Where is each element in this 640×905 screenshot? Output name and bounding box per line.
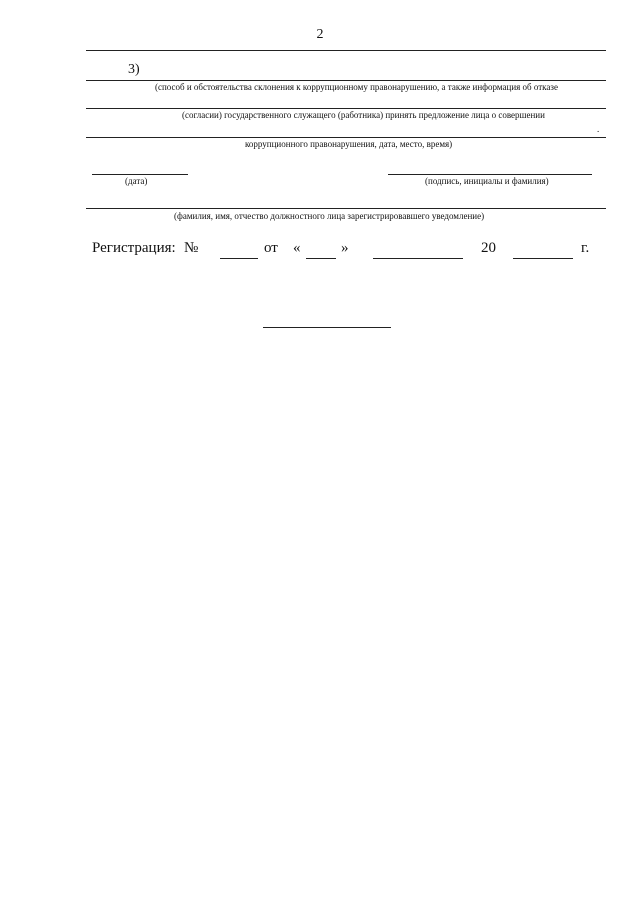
- end-rule: [263, 327, 391, 328]
- caption-offense-details: коррупционного правонарушения, дата, место, время): [245, 139, 453, 149]
- fill-line-1: [86, 80, 606, 81]
- date-caption: (дата): [125, 176, 148, 186]
- year-suffix: г.: [581, 240, 590, 256]
- quote-close: »: [341, 240, 349, 256]
- date-line: [92, 174, 188, 175]
- year-line: [513, 258, 573, 259]
- registration-number-line: [220, 258, 258, 259]
- signature-caption: (подпись, инициалы и фамилия): [425, 176, 549, 186]
- official-caption: (фамилия, имя, отчество должностного лица зарегистрировавшего уведомление): [174, 211, 485, 221]
- registration-label: Регистрация:: [92, 240, 176, 256]
- quote-open: «: [293, 240, 301, 256]
- item-number: 3): [128, 62, 140, 77]
- caption-consent-refusal: (согласии) государственного служащего (работника) принять предложение лица о совершении: [182, 110, 545, 120]
- signature-line: [388, 174, 592, 175]
- official-line: [86, 208, 606, 209]
- fill-line-3: [86, 137, 606, 138]
- page-number: 2: [316, 27, 324, 42]
- from-word: от: [264, 240, 278, 256]
- number-sign: №: [184, 240, 199, 256]
- day-line: [306, 258, 336, 259]
- fill-line-2: [86, 108, 606, 109]
- year-prefix: 20: [481, 240, 496, 256]
- month-line: [373, 258, 463, 259]
- top-rule: [86, 50, 606, 51]
- caption-method-circumstances: (способ и обстоятельства склонения к коррупционному правонарушению, а также информация об отказе: [155, 82, 558, 92]
- caption-mark: .: [597, 124, 600, 134]
